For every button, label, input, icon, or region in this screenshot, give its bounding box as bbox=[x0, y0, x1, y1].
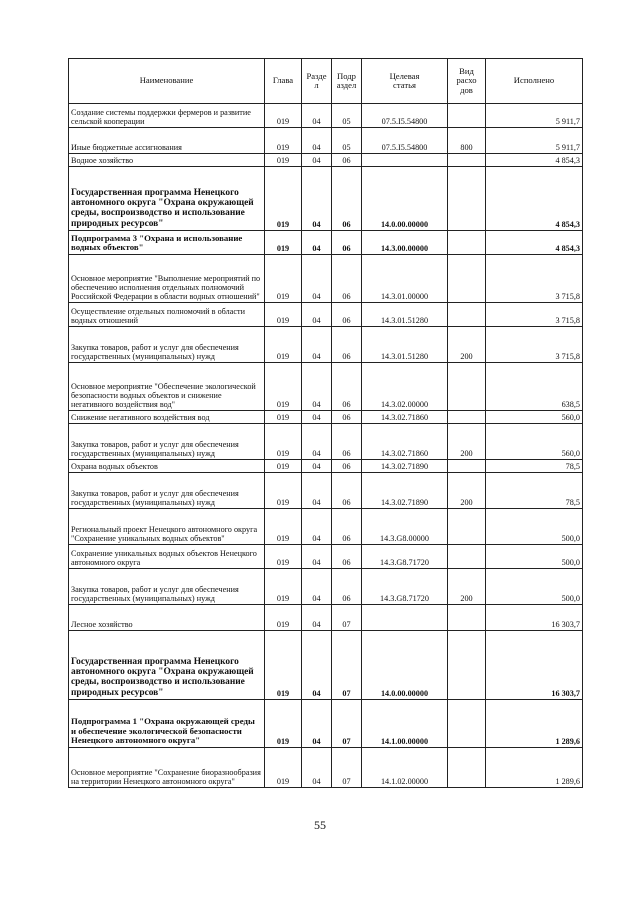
table-row bbox=[69, 569, 583, 605]
cell-statya: 14.3.02.71860 bbox=[362, 411, 448, 424]
cell-razdel: 04 bbox=[302, 255, 332, 303]
cell-amount: 4 854,3 bbox=[486, 231, 583, 255]
cell-glava: 019 bbox=[265, 473, 302, 509]
cell-vid bbox=[448, 605, 486, 631]
cell-amount: 560,0 bbox=[486, 424, 583, 460]
cell-podrazdel: 06 bbox=[332, 231, 362, 255]
cell-vid bbox=[448, 154, 486, 167]
cell-vid: 800 bbox=[448, 128, 486, 154]
table-row bbox=[69, 700, 583, 748]
table-row bbox=[69, 104, 583, 128]
cell-name: Подпрограмма 3 "Охрана и использование водных объектов" bbox=[69, 231, 265, 255]
cell-razdel: 04 bbox=[302, 411, 332, 424]
cell-name: Закупка товаров, работ и услуг для обеспечения государственных (муниципальных) нужд bbox=[69, 424, 265, 460]
cell-name: Охрана водных объектов bbox=[69, 460, 265, 473]
cell-vid bbox=[448, 748, 486, 788]
cell-podrazdel: 07 bbox=[332, 631, 362, 700]
cell-razdel: 04 bbox=[302, 231, 332, 255]
cell-podrazdel: 06 bbox=[332, 473, 362, 509]
cell-glava: 019 bbox=[265, 303, 302, 327]
cell-vid: 200 bbox=[448, 327, 486, 363]
cell-razdel: 04 bbox=[302, 327, 332, 363]
cell-amount: 500,0 bbox=[486, 509, 583, 545]
cell-name: Водное хозяйство bbox=[69, 154, 265, 167]
table-row bbox=[69, 748, 583, 788]
cell-vid: 200 bbox=[448, 424, 486, 460]
cell-amount: 3 715,8 bbox=[486, 255, 583, 303]
cell-name: Снижение негативного воздействия вод bbox=[69, 411, 265, 424]
page-number: 55 bbox=[314, 818, 326, 832]
header-podrazdel: Подр аздел bbox=[332, 59, 362, 104]
cell-vid bbox=[448, 104, 486, 128]
table-row bbox=[69, 303, 583, 327]
cell-razdel: 04 bbox=[302, 424, 332, 460]
cell-name: Основное мероприятие "Сохранение биоразнообразия на территории Ненецкого автономного округа" bbox=[69, 748, 265, 788]
cell-razdel: 04 bbox=[302, 569, 332, 605]
table-row bbox=[69, 424, 583, 460]
cell-glava: 019 bbox=[265, 460, 302, 473]
cell-podrazdel: 06 bbox=[332, 363, 362, 411]
cell-glava: 019 bbox=[265, 605, 302, 631]
cell-amount: 78,5 bbox=[486, 473, 583, 509]
table-row bbox=[69, 473, 583, 509]
cell-name: Подпрограмма 1 "Охрана окружающей среды и обеспечение экологической безопасности Ненецкого автономного округа" bbox=[69, 700, 265, 748]
header-statya: Целевая статья bbox=[362, 59, 448, 104]
table-row bbox=[69, 605, 583, 631]
cell-name: Основное мероприятие "Выполнение мероприятий по обеспечению исполнения отдельных полномочий Российской Федерации в области водных отношений" bbox=[69, 255, 265, 303]
cell-statya: 14.3.G8.71720 bbox=[362, 569, 448, 605]
cell-vid: 200 bbox=[448, 569, 486, 605]
cell-name: Государственная программа Ненецкого автономного округа "Охрана окружающей среды, воспроизводство и использование природных ресурсов" bbox=[69, 167, 265, 231]
cell-razdel: 04 bbox=[302, 363, 332, 411]
cell-podrazdel: 06 bbox=[332, 460, 362, 473]
cell-statya: 14.3.01.51280 bbox=[362, 303, 448, 327]
cell-statya: 07.5.I5.54800 bbox=[362, 104, 448, 128]
cell-statya: 14.1.02.00000 bbox=[362, 748, 448, 788]
cell-vid bbox=[448, 363, 486, 411]
cell-podrazdel: 06 bbox=[332, 569, 362, 605]
cell-glava: 019 bbox=[265, 363, 302, 411]
header-razdel: Разде л bbox=[302, 59, 332, 104]
cell-glava: 019 bbox=[265, 424, 302, 460]
cell-amount: 78,5 bbox=[486, 460, 583, 473]
cell-statya bbox=[362, 154, 448, 167]
cell-name: Региональный проект Ненецкого автономного округа "Сохранение уникальных водных объектов" bbox=[69, 509, 265, 545]
cell-razdel: 04 bbox=[302, 545, 332, 569]
cell-glava: 019 bbox=[265, 411, 302, 424]
cell-vid bbox=[448, 303, 486, 327]
table-row bbox=[69, 255, 583, 303]
cell-amount: 16 303,7 bbox=[486, 631, 583, 700]
cell-amount: 4 854,3 bbox=[486, 167, 583, 231]
cell-amount: 500,0 bbox=[486, 569, 583, 605]
cell-statya: 14.3.G8.71720 bbox=[362, 545, 448, 569]
cell-podrazdel: 06 bbox=[332, 255, 362, 303]
cell-amount: 638,5 bbox=[486, 363, 583, 411]
table-row bbox=[69, 128, 583, 154]
cell-razdel: 04 bbox=[302, 605, 332, 631]
cell-amount: 16 303,7 bbox=[486, 605, 583, 631]
cell-name: Закупка товаров, работ и услуг для обеспечения государственных (муниципальных) нужд bbox=[69, 327, 265, 363]
cell-statya bbox=[362, 605, 448, 631]
cell-razdel: 04 bbox=[302, 473, 332, 509]
cell-name: Лесное хозяйство bbox=[69, 605, 265, 631]
cell-name: Осуществление отдельных полномочий в области водных отношений bbox=[69, 303, 265, 327]
cell-name: Закупка товаров, работ и услуг для обеспечения государственных (муниципальных) нужд bbox=[69, 473, 265, 509]
cell-name: Создание системы поддержки фермеров и развитие сельской кооперации bbox=[69, 104, 265, 128]
cell-name: Сохранение уникальных водных объектов Ненецкого автономного округа bbox=[69, 545, 265, 569]
cell-razdel: 04 bbox=[302, 748, 332, 788]
cell-statya: 14.0.00.00000 bbox=[362, 631, 448, 700]
cell-vid bbox=[448, 167, 486, 231]
cell-name: Государственная программа Ненецкого автономного округа "Охрана окружающей среды, воспроизводство и использование природных ресурсов" bbox=[69, 631, 265, 700]
cell-podrazdel: 05 bbox=[332, 104, 362, 128]
header-amount: Исполнено bbox=[486, 59, 583, 104]
cell-statya: 14.3.00.00000 bbox=[362, 231, 448, 255]
table-row bbox=[69, 231, 583, 255]
cell-statya: 14.3.02.00000 bbox=[362, 363, 448, 411]
cell-razdel: 04 bbox=[302, 303, 332, 327]
cell-glava: 019 bbox=[265, 104, 302, 128]
cell-podrazdel: 06 bbox=[332, 167, 362, 231]
cell-vid bbox=[448, 700, 486, 748]
cell-vid: 200 bbox=[448, 473, 486, 509]
cell-vid bbox=[448, 231, 486, 255]
cell-glava: 019 bbox=[265, 167, 302, 231]
cell-amount: 1 289,6 bbox=[486, 748, 583, 788]
cell-statya: 14.0.00.00000 bbox=[362, 167, 448, 231]
cell-name: Закупка товаров, работ и услуг для обеспечения государственных (муниципальных) нужд bbox=[69, 569, 265, 605]
cell-amount: 1 289,6 bbox=[486, 700, 583, 748]
cell-statya: 07.5.I5.54800 bbox=[362, 128, 448, 154]
cell-glava: 019 bbox=[265, 748, 302, 788]
cell-amount: 4 854,3 bbox=[486, 154, 583, 167]
cell-amount: 5 911,7 bbox=[486, 128, 583, 154]
cell-podrazdel: 06 bbox=[332, 411, 362, 424]
cell-statya: 14.3.02.71890 bbox=[362, 460, 448, 473]
table-row bbox=[69, 411, 583, 424]
cell-vid bbox=[448, 509, 486, 545]
cell-statya: 14.3.02.71860 bbox=[362, 424, 448, 460]
cell-statya: 14.3.G8.00000 bbox=[362, 509, 448, 545]
cell-razdel: 04 bbox=[302, 154, 332, 167]
cell-name: Основное мероприятие "Обеспечение экологической безопасности водных объектов и снижение негативного воздействия вод" bbox=[69, 363, 265, 411]
cell-glava: 019 bbox=[265, 327, 302, 363]
cell-statya: 14.3.01.00000 bbox=[362, 255, 448, 303]
header-name: Наименование bbox=[69, 59, 265, 104]
header-vid: Вид расхо дов bbox=[448, 59, 486, 104]
cell-podrazdel: 07 bbox=[332, 748, 362, 788]
cell-glava: 019 bbox=[265, 154, 302, 167]
cell-glava: 019 bbox=[265, 545, 302, 569]
cell-vid bbox=[448, 545, 486, 569]
table-row bbox=[69, 545, 583, 569]
cell-vid bbox=[448, 460, 486, 473]
cell-podrazdel: 06 bbox=[332, 545, 362, 569]
cell-razdel: 04 bbox=[302, 167, 332, 231]
table-row bbox=[69, 363, 583, 411]
budget-table bbox=[68, 58, 583, 788]
cell-vid bbox=[448, 411, 486, 424]
cell-podrazdel: 06 bbox=[332, 303, 362, 327]
cell-amount: 5 911,7 bbox=[486, 104, 583, 128]
cell-amount: 500,0 bbox=[486, 545, 583, 569]
table-row bbox=[69, 154, 583, 167]
cell-podrazdel: 06 bbox=[332, 424, 362, 460]
table-row bbox=[69, 167, 583, 231]
cell-statya: 14.1.00.00000 bbox=[362, 700, 448, 748]
cell-glava: 019 bbox=[265, 569, 302, 605]
cell-podrazdel: 06 bbox=[332, 327, 362, 363]
cell-razdel: 04 bbox=[302, 700, 332, 748]
cell-statya: 14.3.01.51280 bbox=[362, 327, 448, 363]
cell-razdel: 04 bbox=[302, 631, 332, 700]
cell-glava: 019 bbox=[265, 509, 302, 545]
table-row bbox=[69, 509, 583, 545]
cell-statya: 14.3.02.71890 bbox=[362, 473, 448, 509]
cell-amount: 3 715,8 bbox=[486, 303, 583, 327]
cell-podrazdel: 05 bbox=[332, 128, 362, 154]
cell-glava: 019 bbox=[265, 631, 302, 700]
header-row bbox=[69, 59, 583, 104]
cell-glava: 019 bbox=[265, 255, 302, 303]
cell-podrazdel: 07 bbox=[332, 605, 362, 631]
cell-razdel: 04 bbox=[302, 460, 332, 473]
table-row bbox=[69, 460, 583, 473]
table-row bbox=[69, 631, 583, 700]
cell-podrazdel: 06 bbox=[332, 509, 362, 545]
cell-razdel: 04 bbox=[302, 128, 332, 154]
cell-glava: 019 bbox=[265, 700, 302, 748]
table-row bbox=[69, 327, 583, 363]
cell-razdel: 04 bbox=[302, 104, 332, 128]
header-glava: Глава bbox=[265, 59, 302, 104]
cell-amount: 560,0 bbox=[486, 411, 583, 424]
cell-glava: 019 bbox=[265, 128, 302, 154]
cell-amount: 3 715,8 bbox=[486, 327, 583, 363]
cell-podrazdel: 06 bbox=[332, 154, 362, 167]
cell-glava: 019 bbox=[265, 231, 302, 255]
cell-vid bbox=[448, 255, 486, 303]
cell-podrazdel: 07 bbox=[332, 700, 362, 748]
cell-vid bbox=[448, 631, 486, 700]
cell-name: Иные бюджетные ассигнования bbox=[69, 128, 265, 154]
cell-razdel: 04 bbox=[302, 509, 332, 545]
